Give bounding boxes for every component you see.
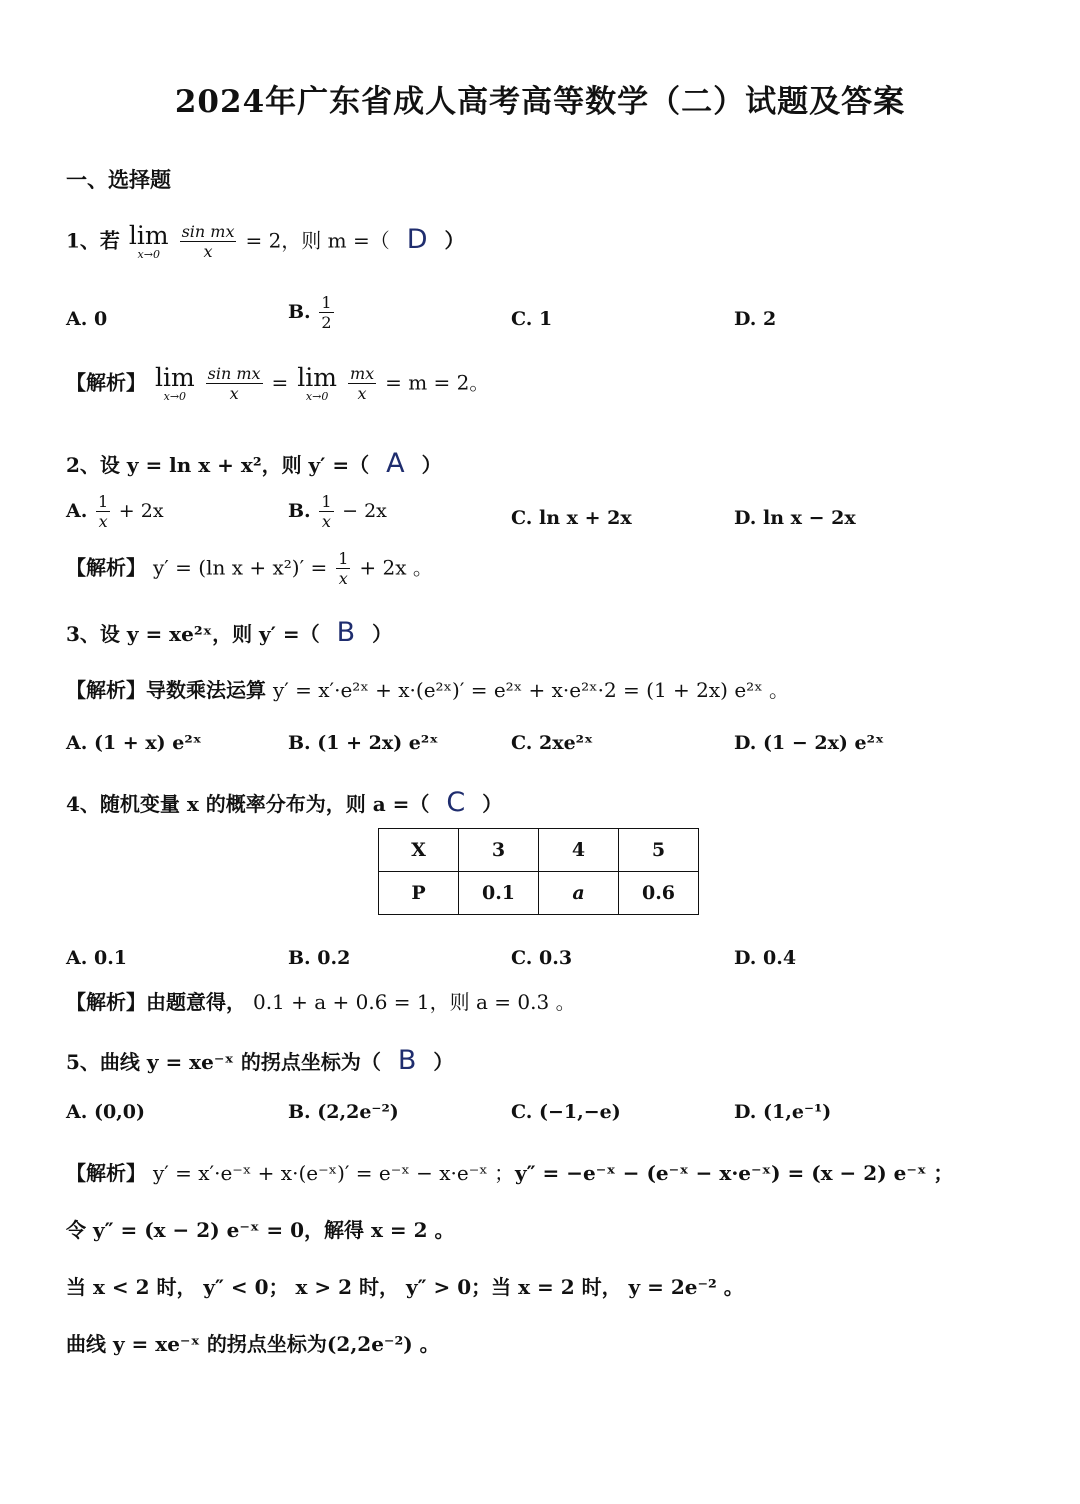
q5-sol-first-derivative: y′ = x′·e⁻ˣ + x·(e⁻ˣ)′ = e⁻ˣ − x·e⁻ˣ ； bbox=[152, 1161, 515, 1185]
q5-answer: B bbox=[397, 1045, 417, 1076]
q5-option-b: B. (2,2e⁻²) bbox=[288, 1101, 399, 1123]
q5-sol-second-derivative: y″ = −e⁻ˣ − (e⁻ˣ − x·e⁻ˣ) = (x − 2) e⁻ˣ ； bbox=[515, 1161, 954, 1185]
q3-answer: B bbox=[336, 617, 356, 648]
q2-text: 2、设 y = ln x + x²，则 y′ =（ bbox=[66, 453, 370, 477]
q5-sol-line-4: 曲线 y = xe⁻ˣ 的拐点坐标为(2,2e⁻²) 。 bbox=[66, 1332, 440, 1356]
q1-sol-lim1 bbox=[155, 365, 195, 403]
q1-option-d: D. 2 bbox=[734, 308, 777, 330]
q2-sol-tail: + 2x 。 bbox=[359, 555, 433, 580]
q5-close: ） bbox=[433, 1050, 454, 1074]
q1-sol-frac2-num: mx bbox=[349, 364, 375, 383]
question-5 bbox=[66, 1045, 453, 1076]
q2-option-b-tail: − 2x bbox=[342, 500, 387, 522]
page-title: 2024年广东省成人高考高等数学（二）试题及答案 bbox=[174, 84, 906, 120]
q1-sol-label: 【解析】 bbox=[66, 370, 146, 395]
q5-option-c: C. (−1,−e) bbox=[511, 1101, 621, 1123]
q1-sol-eq: = bbox=[271, 370, 289, 395]
q1-prefix: 1、若 bbox=[66, 228, 120, 253]
q1-option-b-label: B. bbox=[288, 301, 311, 323]
q3-option-a: A. (1 + x) e²ˣ bbox=[66, 732, 202, 754]
q1-option-b-fraction bbox=[319, 293, 333, 333]
q2-option-b-label: B. bbox=[288, 500, 311, 522]
q1-sol-frac2 bbox=[348, 364, 376, 404]
q5-sol-label: 【解析】 bbox=[66, 1161, 146, 1185]
q3-option-b: B. (1 + 2x) e²ˣ bbox=[288, 732, 439, 754]
q2-option-c: C. ln x + 2x bbox=[511, 507, 632, 529]
q4-solution bbox=[66, 986, 576, 1015]
q2-opta-den: x bbox=[98, 512, 108, 531]
q4-sol-label: 【解析】由题意得， bbox=[66, 990, 246, 1014]
q3-sol-text: y′ = x′·e²ˣ + x·(e²ˣ)′ = e²ˣ + x·e²ˣ·2 = (1 + 2x) e²ˣ 。 bbox=[272, 678, 790, 702]
q3-option-d: D. (1 − 2x) e²ˣ bbox=[734, 732, 884, 754]
question-2 bbox=[66, 448, 442, 479]
q1-lim-sub: x→0 bbox=[137, 248, 160, 261]
q2-option-b-fraction bbox=[319, 492, 333, 532]
q4-option-d: D. 0.4 bbox=[734, 947, 797, 969]
q1-fraction bbox=[180, 222, 237, 262]
q1-answer: D bbox=[406, 223, 428, 255]
q2-solution bbox=[66, 549, 433, 589]
q1-optb-den: 2 bbox=[321, 313, 332, 332]
q2-close: ） bbox=[421, 453, 442, 477]
q2-sol-den: x bbox=[338, 569, 348, 588]
table-cell: X bbox=[379, 829, 459, 872]
table-cell: P bbox=[379, 872, 459, 915]
q2-sol-head: y′ = (ln x + x²)′ = bbox=[152, 555, 328, 580]
q1-limit bbox=[129, 223, 169, 261]
q1-sol-lim2-sub: x→0 bbox=[305, 390, 329, 403]
q3-text: 3、设 y = xe²ˣ，则 y′ =（ bbox=[66, 622, 320, 646]
q4-option-b: B. 0.2 bbox=[288, 947, 351, 969]
q2-option-a bbox=[66, 492, 164, 532]
q1-solution bbox=[66, 364, 489, 404]
table-row bbox=[379, 829, 699, 872]
q4-text: 4、随机变量 x 的概率分布为，则 a =（ bbox=[66, 792, 430, 816]
q2-sol-num: 1 bbox=[338, 549, 349, 568]
question-4 bbox=[66, 787, 502, 818]
table-cell: 3 bbox=[459, 829, 539, 872]
q1-sol-end: = m = 2。 bbox=[385, 370, 490, 395]
table-cell: 0.1 bbox=[459, 872, 539, 915]
q1-close: ） bbox=[444, 228, 465, 253]
q1-sol-frac1-den: x bbox=[229, 384, 239, 403]
q4-option-a: A. 0.1 bbox=[66, 947, 128, 969]
q5-option-a: A. (0,0) bbox=[66, 1101, 146, 1123]
q2-option-a-label: A. bbox=[66, 500, 88, 522]
q3-sol-label: 【解析】导数乘法运算 bbox=[66, 678, 266, 702]
q1-mid: = 2，则 m =（ bbox=[245, 228, 390, 253]
q1-sol-lim1-sub: x→0 bbox=[163, 390, 187, 403]
q1-sol-frac2-den: x bbox=[357, 384, 367, 403]
q3-solution bbox=[66, 674, 789, 703]
q2-sol-fraction bbox=[336, 549, 350, 589]
q4-close: ） bbox=[482, 792, 503, 816]
q2-option-a-fraction bbox=[96, 492, 110, 532]
table-cell: 0.6 bbox=[619, 872, 699, 915]
probability-table bbox=[378, 828, 699, 915]
table-cell: 5 bbox=[619, 829, 699, 872]
q2-option-b bbox=[288, 492, 387, 532]
q1-option-b bbox=[288, 293, 336, 333]
q5-sol-line-2: 令 y″ = (x − 2) e⁻ˣ = 0，解得 x = 2 。 bbox=[66, 1218, 455, 1242]
q1-sol-lim2-word: lim bbox=[297, 363, 337, 392]
q2-opta-num: 1 bbox=[97, 492, 109, 511]
question-1 bbox=[66, 222, 464, 262]
q1-sol-lim1-word: lim bbox=[154, 363, 195, 392]
q1-lim-word: lim bbox=[128, 221, 169, 250]
q4-option-c: C. 0.3 bbox=[511, 947, 573, 969]
q5-text: 5、曲线 y = xe⁻ˣ 的拐点坐标为（ bbox=[66, 1050, 381, 1074]
q2-sol-label: 【解析】 bbox=[66, 555, 146, 580]
q4-sol-text: 0.1 + a + 0.6 = 1，则 a = 0.3 。 bbox=[252, 990, 576, 1014]
table-cell: a bbox=[539, 872, 619, 915]
q5-solution bbox=[66, 1157, 514, 1186]
question-3 bbox=[66, 617, 392, 648]
q4-answer: C bbox=[446, 787, 466, 818]
q2-optb-den: x bbox=[321, 512, 331, 531]
table-cell: 4 bbox=[539, 829, 619, 872]
q1-option-a: A. 0 bbox=[66, 308, 108, 330]
section-heading: 一、选择题 bbox=[66, 167, 171, 192]
table-row bbox=[379, 872, 699, 915]
q1-sol-frac1-num: sin mx bbox=[207, 364, 261, 383]
q1-sol-frac1 bbox=[206, 364, 263, 404]
q2-option-a-tail: + 2x bbox=[118, 500, 164, 522]
q2-optb-num: 1 bbox=[321, 492, 332, 511]
q2-answer: A bbox=[386, 448, 405, 479]
q2-option-d: D. ln x − 2x bbox=[734, 507, 856, 529]
q1-frac-num: sin mx bbox=[181, 222, 235, 241]
q3-option-c: C. 2xe²ˣ bbox=[511, 732, 594, 754]
q1-frac-den: x bbox=[203, 242, 213, 261]
q3-close: ） bbox=[372, 622, 393, 646]
q1-option-c: C. 1 bbox=[511, 308, 553, 330]
q1-optb-num: 1 bbox=[321, 293, 332, 312]
q5-option-d: D. (1,e⁻¹) bbox=[734, 1101, 832, 1123]
q1-sol-lim2 bbox=[297, 365, 337, 403]
q5-sol-line-3: 当 x < 2 时， y″ < 0； x > 2 时， y″ > 0；当 x = 2 时， y = 2e⁻² 。 bbox=[66, 1275, 744, 1299]
